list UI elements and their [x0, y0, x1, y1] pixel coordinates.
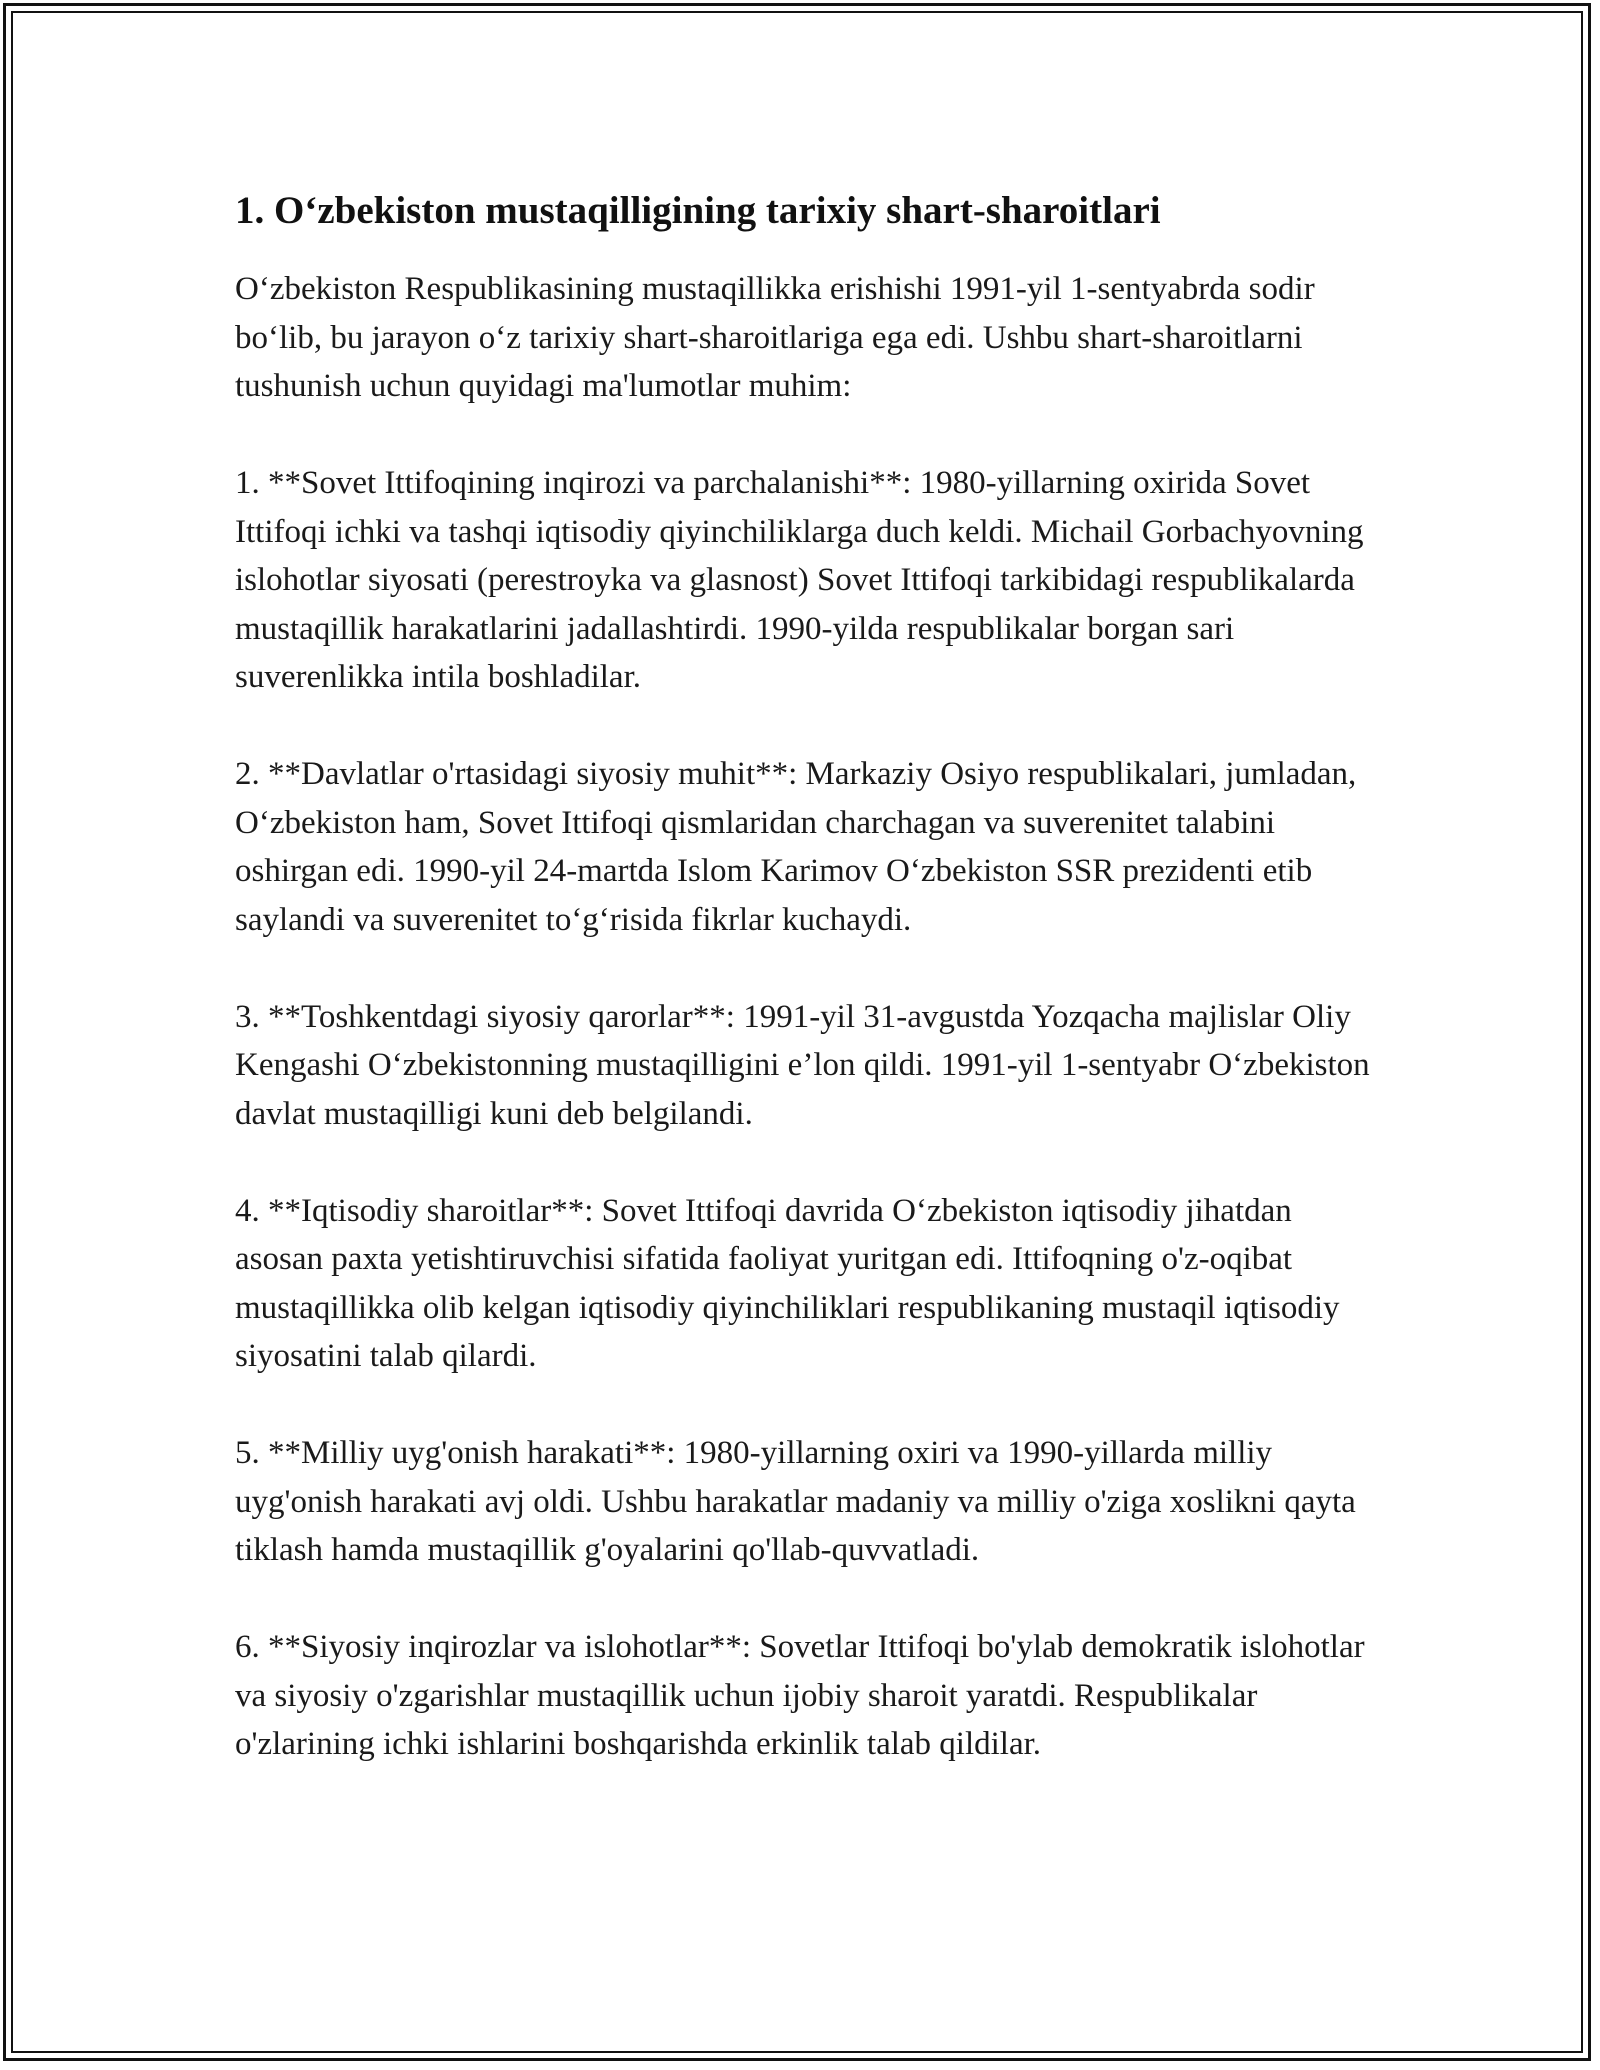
list-item-5: 5. **Milliy uyg'onish harakati**: 1980-yillarning oxiri va 1990-yillarda milliy uyg'onish harakati avj oldi. Ushbu harakatlar madaniy va milliy o'ziga xoslikni qayta tiklash hamda mustaqillik g'oyalarini qo'llab-quvvatladi.: [235, 1435, 1356, 1568]
list-item-1: 1. **Sovet Ittifoqining inqirozi va parchalanishi**: 1980-yillarning oxirida Sovet Ittifoqi ichki va tashqi iqtisodiy qiyinchiliklarga duch keldi. Michail Gorbachyovning islohotlar siyosati (perestroyka va glasnost) Sovet Ittifoqi tarkibidagi respublikalarda mustaqillik harakatlarini jadallashtirdi. 1990-yilda respublikalar borgan sari suverenlikka intila boshladilar.: [235, 465, 1364, 695]
list-item-2: 2. **Davlatlar o'rtasidagi siyosiy muhit**: Markaziy Osiyo respublikalari, jumladan, O‘zbekiston ham, Sovet Ittifoqi qismlaridan charchagan va suverenitet talabini oshirgan edi. 1990-yil 24-martda Islom Karimov O‘zbekiston SSR prezidenti etib saylandi va suverenitet to‘g‘risida fikrlar kuchaydi.: [235, 756, 1357, 938]
intro-paragraph: O‘zbekiston Respublikasining mustaqillikka erishishi 1991-yil 1-sentyabrda sodir bo‘lib, bu jarayon o‘z tarixiy shart-sharoitlariga ega edi. Ushbu shart-sharoitlarni tushunish uchun quyidagi ma'lumotlar muhim:: [235, 271, 1315, 404]
section-heading: 1. O‘zbekiston mustaqilligining tarixiy shart-sharoitlari: [235, 189, 1161, 232]
list-item-3: 3. **Toshkentdagi siyosiy qarorlar**: 1991-yil 31-avgustda Yozqacha majlislar Oliy Kengashi O‘zbekistonning mustaqilligini e’lon qildi. 1991-yil 1-sentyabr O‘zbekiston davlat mustaqilligi kuni deb belgilandi.: [235, 998, 1370, 1132]
list-item-4: 4. **Iqtisodiy sharoitlar**: Sovet Ittifoqi davrida O‘zbekiston iqtisodiy jihatdan asosan paxta yetishtiruvchisi sifatida faoliyat yuritgan edi. Ittifoqning o'z-oqibat mustaqillikka olib kelgan iqtisodiy qiyinchiliklari respublikaning mustaqil iqtisodiy siyosatini talab qilardi.: [235, 1192, 1340, 1374]
list-item-6: 6. **Siyosiy inqirozlar va islohotlar**: Sovetlar Ittifoqi bo'ylab demokratik islohotlar va siyosiy o'zgarishlar mustaqillik uchun ijobiy sharoit yaratdi. Respublikalar o'zlarining ichki ishlarini boshqarishda erkinlik talab qildilar.: [235, 1629, 1365, 1762]
document-body: [235, 185, 1370, 1769]
